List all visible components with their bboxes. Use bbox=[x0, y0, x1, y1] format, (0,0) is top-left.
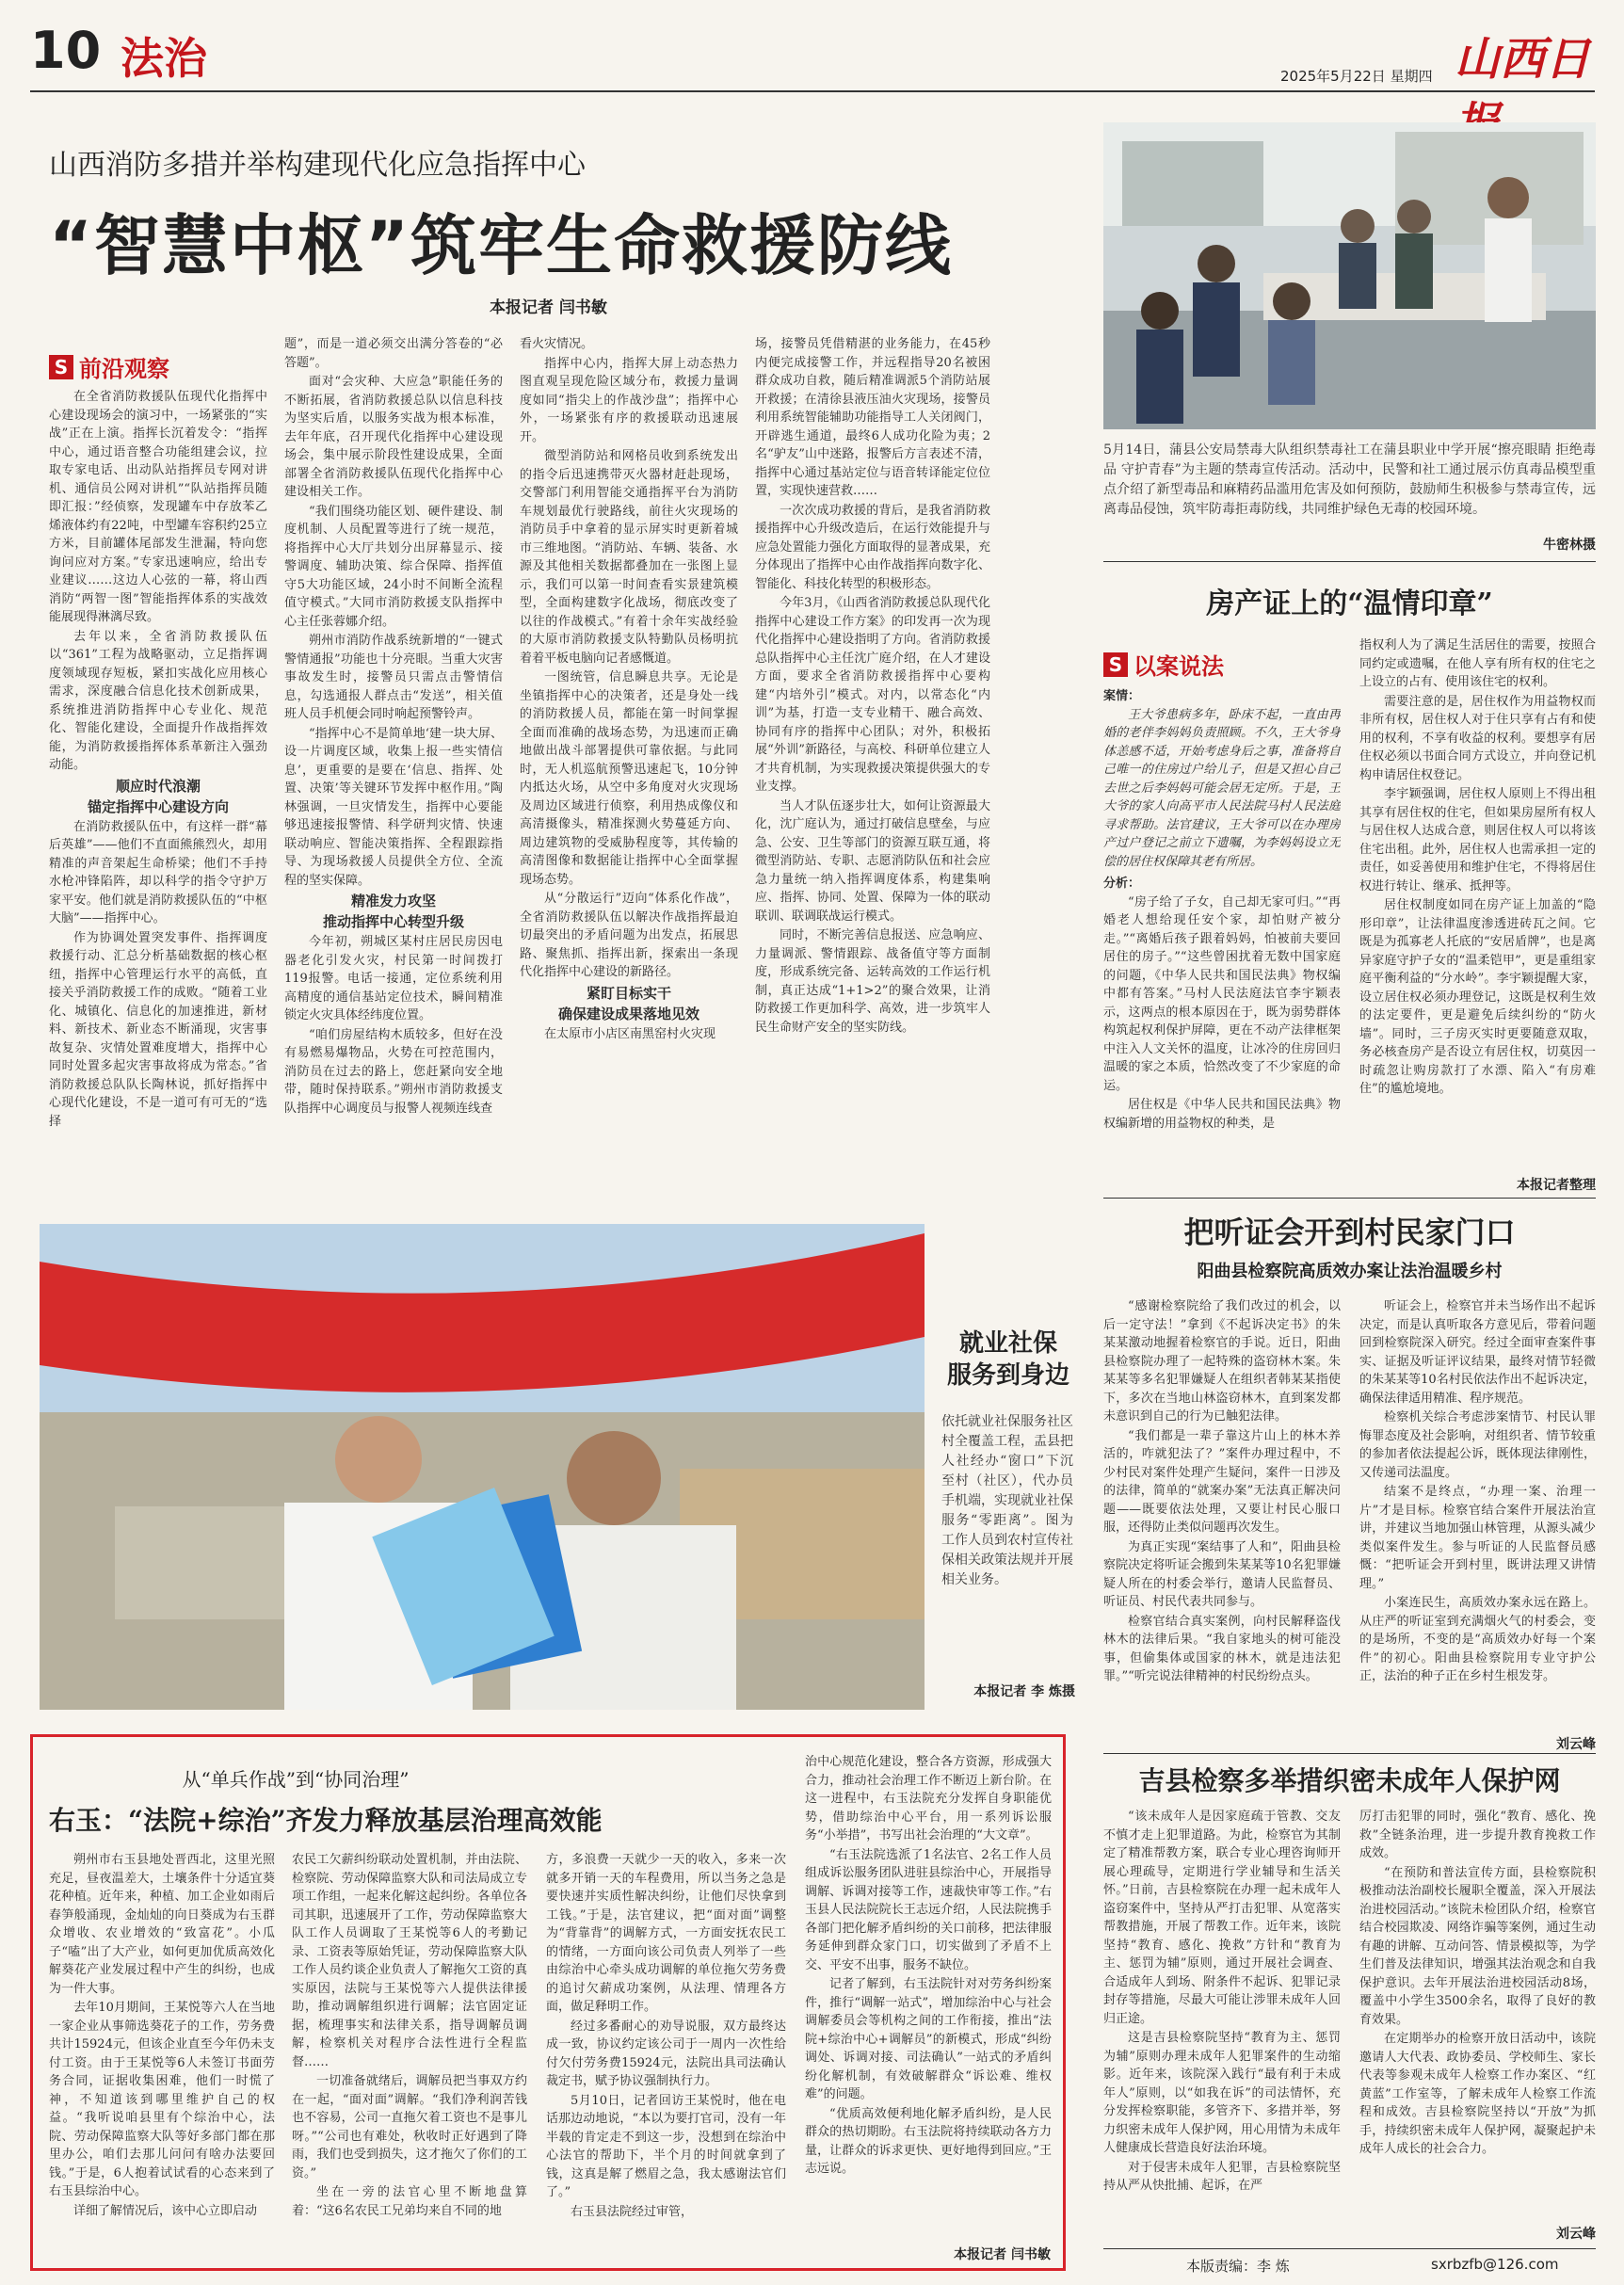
anti-drug-caption-text: 5月14日，蒲县公安局禁毒大队组织禁毒社工在蒲县职业中学开展“擦亮眼睛 拒绝毒品 守护青春”为主题的禁毒宣传活动。活动中，民警和社工通过展示仿真毒品模型重点介绍了新型毒品和麻精药品滥用危害及如何预防，鼓励师生积极参与禁毒宣传，远离毒品侵蚀，筑牢防毒拒毒防线，共同维护绿色无毒的校园环境。 bbox=[1103, 443, 1596, 517]
youyu-para: 右玉县法院经过审管， bbox=[571, 2204, 694, 2219]
lead-para: 去年以来，全省消防救援队伍以“361”工程为战略驱动，立足指挥调度领域现存短板，紧扣实战化应用核心需求，深度融合信息化技术创新成果，系统推进消防指挥中心专业化、规范化、智能化建设，全面提升作战指挥效能，为消防救援指挥体系革新注入强劲动能。 bbox=[49, 629, 267, 772]
lead-para: 今年3月，《山西省消防救援总队现代化指挥中心建设工作方案》的印发再一次为现代化指挥中心建设指明了方向。省消防救援总队指挥中心主任沈广庭介绍，在人才建设方面，要求全省消防救援指挥中心要构建“内培外引”模式。对内，以常态化“内训”为基，打造一支专业精干、融合高效、协同有序的指挥中心团队；对外，积极拓展“外训”新路径，与高校、科研单位建立人才共育机制，为实现救援决策提供强大的专业支撑。 bbox=[755, 596, 990, 794]
lead-tag-label: 前沿观察 bbox=[79, 355, 169, 382]
lead-para: 今年初，朔城区某村庄居民房因电器老化引发火灾，村民第一时间拨打119报警。电话一接通，定位系统利用高精度的通信基站定位技术，瞬间精准锁定火灾具体经纬度位置。 bbox=[284, 935, 503, 1022]
jixian-column-1 bbox=[1103, 1808, 1341, 2237]
issue-date: 2025年5月22日 星期四 bbox=[1280, 68, 1433, 85]
jixian-column-2 bbox=[1359, 1808, 1596, 2222]
lead-para: 微型消防站和网格员收到系统发出的指令后迅速携带灭火器材赶赴现场，交警部门利用智能交通指挥平台为消防车规划最优行驶路线，前往火灾现场的消防员手中拿着的显示屏实时更新着城市三维地图。“消防站、车辆、装备、水源及其他相关数据都叠加在一张图上显示，我们可以第一时间查看实景建筑模型，全面构建数字化战场，彻底改变了以往的作战模式。”有着十余年实战经验的大原市消防救援支队特勤队员杨明抗着着平板电脑向记者感慨道。 bbox=[520, 449, 738, 666]
youyu-para: 详细了解情况后，该中心立即启动 bbox=[73, 2203, 258, 2218]
footer-email: sxrbzfb@126.com bbox=[1431, 2256, 1559, 2273]
youyu-para: 农民工欠薪纠纷联动处置机制，并由法院、检察院、劳动保障监察大队和司法局成立专项工作组，一起来化解这起纠纷。各单位各司其职，迅速展开了工作，劳动保障监察大队工作人员调取了王某悦等6人的考勤记录、工资表等原始凭证，劳动保障监察大队工作人员约谈企业负责人了解拖欠工资的真实原因，法院与王某悦等六人提供法律援助，推动调解组织进行调解；法官固定证据，梳理事实和法律关系，指导调解员调解，检察机关对程序合法性进行全程监督…… bbox=[292, 1853, 527, 2069]
lead-para: 在全省消防救援队伍现代化指挥中心建设现场会的演习中，一场紧张的“实战”正在上演。指挥长沉着发令：“指挥中心，通过语音整合功能组建会议，拉取专家电话、出动队站指挥员专网对讲机、通信员公网对讲机”“队站指挥员随即汇报：”经侦察，发现罐车中存放苯乙烯液体约有22吨，中型罐车容积约25立方米，目前罐体尾部发生泄漏，特向您询问应对方案。”专家迅速响应，给出专业建议……这边人心弦的一幕，将山西消防“两智一图”智能指挥体系的实战效能展现得淋漓尽致。 bbox=[49, 390, 267, 624]
lead-para: 场，接警员凭借精湛的业务能力，在45秒内便完成接警工作，并远程指导20名被困群众成功自救，随后精准调派5个消防站展开救援；在清徐县液压油火灾现场，接警员利用系统智能辅助功能指导工人关闭阀门，开辟逃生通道，最终6人成功化险为夷；2名“驴友”山中迷路，报警后方言表述不清，指挥中心通过基站定位与语音转译能定位位置，实现快速营救…… bbox=[755, 337, 990, 498]
property-case-box bbox=[1103, 687, 1341, 1177]
lead-para: 同时，不断完善信息报送、应急响应、力量调派、警情跟踪、战备值守等方面制度，形成系统完备、运转高效的工作运行机制，真正达成“1+1>2”的聚合效果，让消防救援工作更加科学、高效，进一步筑牢人民生命财产安全的坚实防线。 bbox=[755, 928, 990, 1035]
jixian-para: “在预防和普法宣传方面，县检察院积极推动法治副校长履职全覆盖，深入开展法治进校园活动。”该院未检团队介绍，检察官结合校园欺凌、网络诈骗等案例，通过生动有趣的讲解、互动问答、情景模拟等，为学生们普及法律知识，增强其法治观念和自我保护意识。去年开展法治进校园活动8场，覆盖中小学生3500余名，取得了良好的教育效果。 bbox=[1359, 1865, 1596, 2027]
social-security-headline: 就业社保 服务到身边 bbox=[946, 1329, 1069, 1390]
lead-para: 从“分散运行”迈向“体系化作战”，全省消防救援队伍以解决作战指挥最迫切最突出的矛盾问题为出发点，拓展思路、聚焦抓、指挥出新，探索出一条现代化指挥中心建设的新路径。 bbox=[520, 892, 738, 979]
hearing-para: “我们都是一辈子靠这片山上的林木养活的，咋就犯法了？”案件办理过程中，不少村民对案件处理产生疑问，案件一日涉及的法律，简单的“就案办案”无法真正解决问题——既要依法处理，又要让村民心服口服，还得防止类似问题再次发生。 bbox=[1103, 1428, 1341, 1535]
jixian-para: 厉打击犯罪的同时，强化“教育、感化、挽救”全链条治理，进一步提升教育挽救工作成效。 bbox=[1359, 1810, 1596, 1860]
youyu-para: 记者了解到，右玉法院针对对劳务纠纷案件，推行“调解一站式”，增加综治中心与社会调解委员会等机构之间的工作衔接，推出“法院+综治中心+调解员”的新模式，形成“纠纷调处、诉调对接、司法确认”一站式的矛盾纠纷化解机制，有效破解群众“诉讼难、维权难”的问题。 bbox=[805, 1977, 1052, 2101]
lead-para: 一次次成功救援的背后，是我省消防救援指挥中心升级改造后，在运行效能提升与应急处置能力强化方面取得的显著成果，充分体现出了指挥中心由作战指挥向数字化、智能化、科技化转型的积极形态。 bbox=[755, 503, 990, 591]
lead-para: 一图统管，信息瞬息共享。无论是坐镇指挥中心的决策者，还是身处一线的消防救援人员，都能在第一时间掌握全面而准确的战场态势，为迅速而正确地做出战斗部署提供可靠依据。与此同时，无人机巡航预警迅速起飞，10分钟内抵达火场，从空中多角度对火灾现场及周边区域进行侦察，利用热成像仪和高清摄像头，精准探测火势蔓延方向、周边建筑物的受威胁程度等，其传输的高清图像和数据能让指挥中心全面掌握现场态势。 bbox=[520, 670, 738, 887]
jixian-para: 在定期举办的检察开放日活动中，该院邀请人大代表、政协委员、学校师生、家长代表等参观未成年人检察工作办案区、“红黄蓝”工作室等，了解未成年人检察工作流程和成效。吉县检察院坚持以“开放”为抓手，持续织密未成年人保护网，凝聚起护未成年人成长的社会合力。 bbox=[1359, 2032, 1596, 2156]
section-s-icon: S bbox=[49, 355, 73, 379]
hearing-para: 小案连民生，高质效办案永远在路上。从庄严的听证室到充满烟火气的村委会，变的是场所，不变的是“高质效办好每一个案件”的初心。阳曲县检察院用专业守护公正，法治的种子正在乡村生根发芽。 bbox=[1359, 1596, 1596, 1683]
hearing-deck: 阳曲县检察院高质效办案让法治温暖乡村 bbox=[1197, 1262, 1503, 1281]
hearing-headline: 把听证会开到村民家门口 bbox=[1183, 1215, 1516, 1250]
lead-column-3 bbox=[520, 335, 738, 1199]
lead-subhead-3: 紧盯目标实干 确保建设成果落地见效 bbox=[557, 984, 699, 1022]
property-tag bbox=[1103, 648, 1224, 681]
social-security-caption bbox=[941, 1412, 1073, 1695]
property-para: 居住权是《中华人民共和国民法典》物权编新增的用益物权的种类，是 bbox=[1103, 1098, 1341, 1131]
lead-para: “咱们房屋结构木质较多，但好在没有易燃易爆物品，火势在可控范围内，消防员在过去的路上，您赶紧向安全地带，随时保持联系。”朔州市消防救援支队指挥中心调度员与报警人视频连线查 bbox=[284, 1027, 503, 1116]
youyu-column-2 bbox=[292, 1851, 527, 2256]
youyu-column-3 bbox=[546, 1851, 786, 2256]
jixian-top-rule bbox=[1103, 1753, 1596, 1754]
lead-subhead-1: 顺应时代浪潮 锚定指挥中心建设方向 bbox=[87, 777, 229, 815]
case-label: 案情： bbox=[1103, 689, 1141, 703]
property-para: 李宇颖强调，居住权人原则上不得出租其享有居住权的住宅，但如果房屋所有权人与居住权人达成合意，则居住权人可以将该住宅出租。此外，居住权人也需承担一定的责任，如妥善使用和维护住宅，不得将居住权进行转让、继承、抵押等。 bbox=[1359, 787, 1596, 893]
hearing-para: 为真正实现“案结事了人和”，阳曲县检察院决定将听证会搬到朱某某等10名犯罪嫌疑人所在的村委会举行，邀请人民监督员、听证员、村民代表共同参与。 bbox=[1103, 1539, 1341, 1609]
lead-para: 作为协调处置突发事件、指挥调度救援行动、汇总分析基础数据的核心枢纽，指挥中心管理运行水平的高低，直接关乎消防救援工作的成败。“随着工业化、城镇化、信息化的加速推进，新材料、新技术、新业态不断涌现，灾害事故复杂、灾情处置难度增大，指挥中心同时处置多起灾害事故将成为常态。”省消防救援总队队长陶林说，抓好指挥中心现代化建设，不是一道可有可无的“选择 bbox=[49, 930, 267, 1129]
lead-para: 指挥中心内，指挥大屏上动态热力图直观呈现危险区域分布，救援力量调度如同“指尖上的作战沙盘”；指挥中心外，一场紧张有序的救援联动迅速展开。 bbox=[520, 356, 738, 444]
hearing-para: “感谢检察院给了我们改过的机会，以后一定守法！”拿到《不起诉决定书》的朱某某激动地握着检察官的手说。近日，阳曲县检察院办理了一起特殊的盗窃林木案。朱某某等多名犯罪嫌疑人在组织者韩某某指使下，多次在当地山林盗窃林木，直到案发都未意识到自己的行为已触犯法律。 bbox=[1103, 1299, 1341, 1424]
masthead-rule bbox=[30, 90, 1595, 92]
property-column-2 bbox=[1359, 636, 1596, 1167]
paper-logo: 山西日 bbox=[1455, 33, 1591, 86]
section-s-icon: S bbox=[1103, 652, 1128, 677]
youyu-para: “右玉法院选派了1名法官、2名工作人员组成诉讼服务团队进驻县综治中心，开展指导调解、诉调对接等工作，速裁快审等工作。”右玉县人民法院院长王志远介绍，人民法院携手各部门把化解矛盾纠纷的关口前移，把法律服务延伸到群众家门口，切实做到了矛盾不上交、平安不出事，服务不缺位。 bbox=[805, 1847, 1052, 1972]
youyu-column-4 bbox=[805, 1753, 1052, 2243]
lead-para: 在消防救援队伍中，有这样一群“幕后英雄”——他们不直面熊熊烈火，却用精准的声音架起生命桥梁；他们不手持水枪冲锋陷阵，却以科学的指令守护万家平安。他们就是消防救援队伍的“中枢大脑”——指挥中心。 bbox=[49, 819, 267, 925]
property-top-rule bbox=[1103, 561, 1596, 562]
youyu-para: 一切准备就绪后，调解员把当事双方约在一起，“面对面”调解。“我们净利润苦钱也不容易，公司一直拖欠着工资也不是事儿呀。”“公司也有难处，秋收时正好遇到了降雨，我们也受到损失，这才拖欠了你们的工资。” bbox=[292, 2074, 527, 2180]
youyu-para: 去年10月期间，王某悦等六人在当地一家企业从事筛选葵花子的工作，劳务费共计15924元，但该企业直至今年仍未支付工资。由于王某悦等6人未签订书面劳务合同，证据收集困难，他们一时慌了神，不知道该到哪里维护自己的权益。“我听说咱县里有个综治中心，法院、劳动保障监察大队等好多部门都在那里办公，咱们去那儿问问有啥办法要回钱。”于是，6人抱着试试看的心态来到了右玉县综治中心。 bbox=[49, 2001, 275, 2198]
hearing-para: 听证会上，检察官并未当场作出不起诉决定，而是认真听取各方意见后，带着问题回到检察院深入研究。经过全面审查案件事实、证据及听证评议结果，最终对情节轻微的朱某某等10名村民依法作出不起诉决定，确保法律适用精准、程序规范。 bbox=[1359, 1299, 1596, 1406]
lead-para: 当人才队伍逐步壮大，如何让资源最大化，沈广庭认为，通过打破信息壁垒，与应急、公安、卫生等部门的资源互联互通，将微型消防站、专职、志愿消防队伍和社会应急力量统一纳入指挥调度体系，构建集响应、指挥、协同、处置、保障为一体的联动联训、联调联战运行模式。 bbox=[755, 798, 990, 924]
footer-rule bbox=[1103, 2248, 1596, 2249]
lead-para: “指挥中心不是简单地‘建一块大屏、设一片调度区域，收集上报一些实情信息’，更重要的是要在‘信息、指挥、处置、决策’等关键环节发挥中枢作用。”陶林强调，一旦灾情发生，指挥中心要能够迅速接报警情、科学研判灾情、快速联动响应、智能决策指挥、全程跟踪指导、为现场救援人员提供全方位、全流程的坚实保障。 bbox=[284, 726, 503, 888]
social-security-photo bbox=[40, 1224, 925, 1710]
hearing-para: 检察机关综合考虑涉案情节、村民认罪悔罪态度及社会影响，对组织者、情节较重的参加者依法提起公诉，既体现法律刚性，又传递司法温度。 bbox=[1359, 1410, 1596, 1480]
anti-drug-credit: 牛密林摄 bbox=[1543, 538, 1596, 553]
lead-para: 朔州市消防作战系统新增的“一键式警情通报”功能也十分亮眼。当重大灾害事故发生时，接警员只需点击警情信息，勾选通报人群点击“发送”，相关值班人员手机便会同时响起预警铃声。 bbox=[284, 634, 503, 721]
anti-drug-photo bbox=[1103, 122, 1596, 429]
youyu-para: “优质高效便利地化解矛盾纠纷，是人民群众的热切期盼。右玉法院将持续联动各方力量，让群众的诉求更快、更好地得到回应。”王志远说。 bbox=[805, 2106, 1052, 2176]
jixian-headline: 吉县检察多举措织密未成年人保护网 bbox=[1138, 1765, 1561, 1796]
page-number: 10 bbox=[30, 21, 102, 80]
lead-byline: 本报记者 闫书敏 bbox=[490, 298, 607, 317]
lead-subhead-2: 精准发力攻坚 推动指挥中心转型升级 bbox=[322, 893, 464, 930]
hearing-column-2 bbox=[1359, 1297, 1596, 1732]
lead-column-4 bbox=[755, 335, 990, 1199]
youyu-para: 5月10日，记者回访王某悦时，他在电话那边动地说，“本以为要打官司，没有一年半载的肯定走不到这一步，没想到在综治中心法官的帮助下，半个月的时间就拿到了钱，这真是解了燃眉之急，我太感谢法官们了。” bbox=[546, 2093, 786, 2199]
section-name: 法治 bbox=[121, 33, 207, 84]
lead-para: 面对“会灾种、大应急”职能任务的不断拓展，省消防救援总队以信息科技为坚实后盾，以服务实战为根本标准，去年年底，召开现代化指挥中心建设现场会，集中展示阶段性建设成果，全面部署全省消防救援队伍现代化指挥中心建设相关工作。 bbox=[284, 375, 503, 499]
property-headline: 房产证上的“温情印章” bbox=[1206, 587, 1493, 620]
hearing-credit: 刘云峰 bbox=[1556, 1737, 1596, 1752]
property-para: “房子给了子女，自己却无家可归。”“再婚老人想给现任安个家，却怕财产被分走。”“离婚后孩子跟着妈妈，怕被前夫要回居住的房子。”“这些曾困扰着无数中国家庭的问题，《中华人民共和国民法典》物权编中都有答案。”马村人民法庭法官李宇颖表示，这两点的根本原因在于，既为弱势群体构筑起权利保护屏障，更在不动产法律框架中注入人文关怀的温度，让冰冷的住房回归温暖的家之本质，恰然改变了不少家庭的命运。 bbox=[1103, 894, 1341, 1093]
social-security-credit: 本报记者 李 炼摄 bbox=[973, 1684, 1075, 1699]
hearing-top-rule bbox=[1103, 1198, 1596, 1199]
youyu-para: 经过多番耐心的劝导说服，双方最终达成一致，协议约定该公司于一周内一次性给付欠付劳务费15924元，法院出具司法确认裁定书，赋予协议强制执行力。 bbox=[546, 2019, 786, 2088]
footer-editor: 本版责编：李 炼 bbox=[1186, 2258, 1290, 2275]
youyu-para: 治中心规范化建设，整合各方资源，形成强大合力，推动社会治理工作不断迈上新台阶。在这一进程中，右玉法院充分发挥自身职能优势，借助综治中心平台，用一系列诉讼服务“小举措”，书写出社会治理的“大文章”。 bbox=[805, 1755, 1052, 1842]
lead-para: 题”，而是一道必须交出满分答卷的“必答题”。 bbox=[284, 337, 503, 370]
lead-tag bbox=[49, 350, 169, 383]
anti-drug-caption bbox=[1103, 441, 1596, 533]
analysis-label: 分析： bbox=[1103, 877, 1141, 891]
lead-headline: “智慧中枢”筑牢生命救援防线 bbox=[49, 207, 954, 284]
hearing-column-1 bbox=[1103, 1297, 1341, 1749]
hearing-para: 结案不是终点，“办理一案、治理一片”才是目标。检察官结合案件开展法治宣讲，并建议当地加强山林管理，从源头减少类似案件发生。参与听证的人民监督员感慨：“把听证会开到村里，既讲法理又讲情理。” bbox=[1359, 1485, 1596, 1591]
lead-para: 看火灾情况。 bbox=[520, 337, 594, 351]
case-text: 王大爷患病多年，卧床不起，一直由再婚的老伴李妈妈负责照顾。不久，王大爷身体恙感不适，开始考虑身后之事，准备将自己唯一的住房过户给儿子，但是又担心自己去世之后李妈妈可能会居无定所。于是，王大爷的家人向高平市人民法院马村人民法庭寻求帮助。法官建议，王大爷可以在办理房产过户登记之前立下遗嘱，为李妈妈设立无偿的居住权保障其老有所居。 bbox=[1103, 707, 1341, 869]
property-para: 居住权制度如同在房产证上加盖的“隐形印章”，让法律温度渗透进砖瓦之间。它既是为孤寡老人托底的“安居盾牌”，也是离异家庭守护子女的“温柔铠甲”，更是重组家庭平衡利益的“分水岭”。李宇颖提醒大家，设立居住权必须办理登记，这既是权利生效的法定要件，更是避免后续纠纷的“防火墙”。同时，三子房灭实时更要随意双取，务必核查房产是否设立有居住权，切莫因一时疏忽让购房款打了水漂、陷入“有房难住”的尴尬境地。 bbox=[1359, 898, 1596, 1096]
lead-para: 在太原市小店区南黑窑村火灾现 bbox=[544, 1026, 716, 1041]
lead-column-1 bbox=[49, 388, 267, 1199]
jixian-para: 对于侵害未成年人犯罪，吉县检察院坚持从严从快批捕、起诉，在严 bbox=[1103, 2160, 1341, 2193]
property-credit: 本报记者整理 bbox=[1517, 1178, 1596, 1193]
property-para: 指权利人为了满足生活居住的需要，按照合同约定或遗嘱，在他人享有所有权的住宅之上设立的占有、使用该住宅的权利。 bbox=[1359, 638, 1596, 689]
youyu-kicker: 从“单兵作战”到“协同治理” bbox=[182, 1768, 410, 1791]
lead-para: “我们围绕功能区划、硬件建设、制度机制、人员配置等进行了统一规范，将指挥中心大厅共划分出屏幕显示、接警调度、辅助决策、综合保障、指挥值守5大功能区域，24小时不间断全流程值守模式。”大同市消防救援支队指挥中心主任张蓉娜介绍。 bbox=[284, 504, 503, 629]
jixian-credit: 刘云峰 bbox=[1556, 2227, 1596, 2242]
youyu-para: 坐在一旁的法官心里不断地盘算着：“这6名农民工兄弟均来自不同的地 bbox=[292, 2185, 527, 2218]
youyu-para: 方，多浪费一天就少一天的收入，多来一次就多开销一天的车程费用，所以当务之急是要快速并实质性解决纠纷，让他们尽快拿到工钱。”于是，法官建议，把“面对面”调整为“背靠背”的调解方式，一方面安抚农民工的情绪，一方面向该公司负责人列举了一些由综治中心牵头成功调解的单位拖欠劳务费的追讨欠薪成功案例，从法理、情理各方面，做足释明工作。 bbox=[546, 1853, 786, 2014]
lead-kicker: 山西消防多措并举构建现代化应急指挥中心 bbox=[49, 149, 586, 182]
youyu-headline: 右玉：“法院+综治”齐发力释放基层治理高效能 bbox=[49, 1805, 603, 1836]
youyu-column-1 bbox=[49, 1851, 275, 2256]
hearing-para: 检察官结合真实案例，向村民解释盗伐林木的法律后果。“我自家地头的树可能没事，但偷集体或国家的林木，就是违法犯罪。”“听完说法律精神的村民纷纷点头。 bbox=[1103, 1614, 1341, 1683]
youyu-para: 朔州市右玉县地处晋西北，这里光照充足，昼夜温差大，土壤条件十分适宜葵花种植。近年来，种植、加工企业如雨后春笋般涌现，金灿灿的向日葵成为右玉群众增收、农业增效的“致富花”。小瓜子“嗑”出了大产业，如何更加优质高效化解葵花产业发展过程中产生的纠纷，也成为一件大事。 bbox=[49, 1853, 275, 1996]
property-tag-label: 以案说法 bbox=[1134, 652, 1224, 680]
social-security-caption-text: 依托就业社保服务社区村全覆盖工程，盂县把人社经办“窗口”下沉至村（社区），代办员手机端，实现就业社保服务“零距离”。图为工作人员到农村宣传社保相关政策法规并开展相关业务。 bbox=[941, 1414, 1073, 1587]
lead-column-2 bbox=[284, 335, 503, 1199]
jixian-para: 这是吉县检察院坚持“教育为主、惩罚为辅”原则办理未成年人犯罪案件的生动缩影。近年来，该院深入践行“最有利于未成年人”原则，以“如我在诉”的司法情怀，充分发挥检察职能，多管齐下、多措并举，努力织密未成年人保护网，用心用情为未成年人健康成长营造良好法治环境。 bbox=[1103, 2031, 1341, 2155]
property-para: 需要注意的是，居住权作为用益物权而非所有权，居住权人对于住只享有占有和使用的权利，不享有收益的权利。要想享有居住权必须以书面合同方式设立，并向登记机构申请居住权登记。 bbox=[1359, 694, 1596, 782]
youyu-credit: 本报记者 闫书敏 bbox=[954, 2247, 1051, 2262]
jixian-para: “该未成年人是因家庭疏于管教、交友不慎才走上犯罪道路。为此，检察官为其制定了精准帮教方案，联合专业心理咨询师开展心理疏导，定期进行学业辅导和生活关怀。”日前，吉县检察院在办理一起未成年人盗窃案件中，坚持从严打击犯罪、从宽落实帮教措施，开展了帮教工作。近年来，该院坚持“教育、感化、挽救”方针和“教育为主、惩罚为辅”原则，通过开展社会调查、合适成年人到场、附条件不起诉、犯罪记录封存等措施，尽最大可能让涉罪未成年人回归正途。 bbox=[1103, 1810, 1341, 2026]
